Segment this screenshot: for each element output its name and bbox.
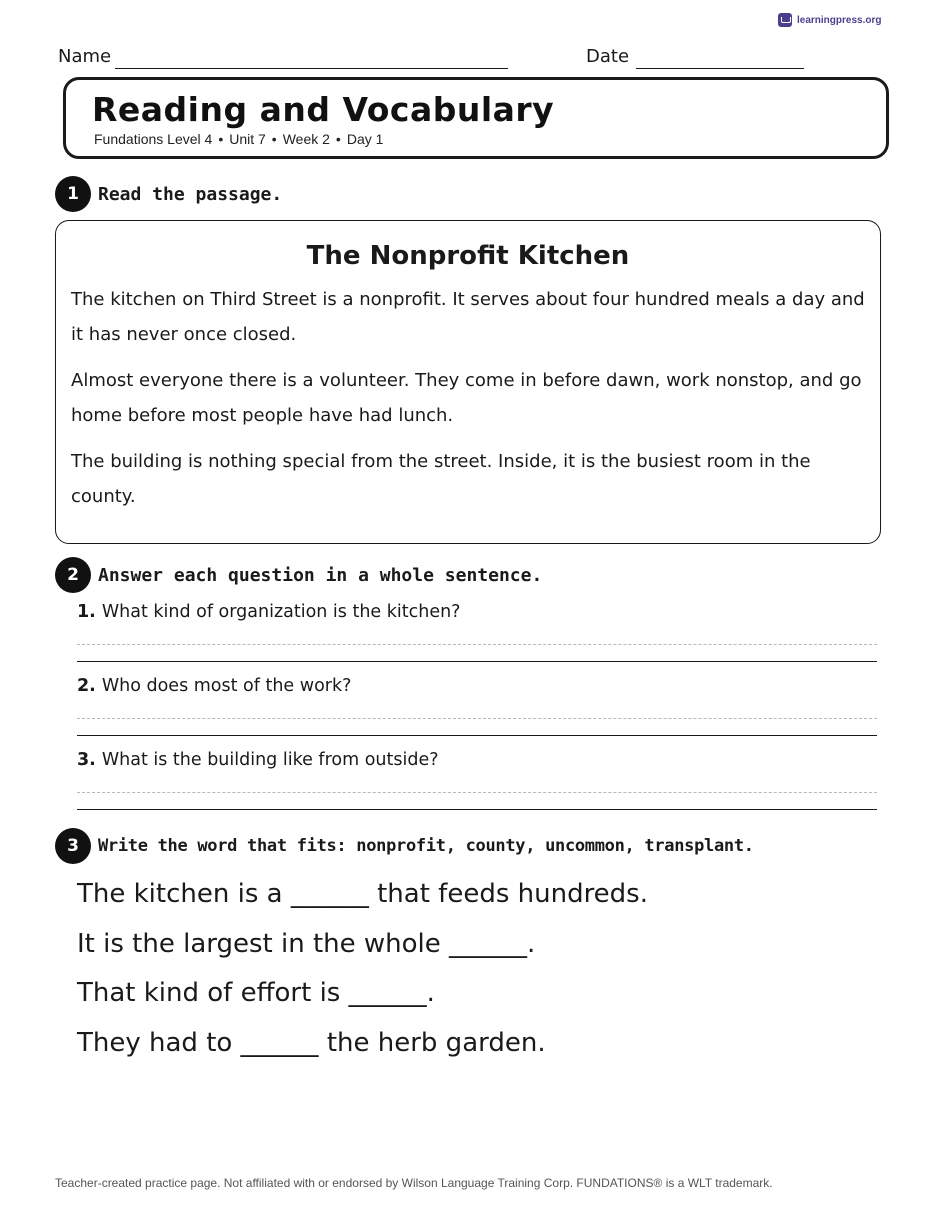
question-1 — [77, 602, 877, 622]
question-2-text: Who does most of the work? — [101, 676, 352, 696]
name-date-row — [58, 46, 818, 72]
subtitle-unit: Unit 7 — [229, 131, 266, 147]
subtitle-day: Day 1 — [346, 131, 384, 147]
question-3-text: What is the building like from outside? — [101, 750, 439, 770]
page-subtitle — [94, 131, 383, 147]
fill-in-sentence-4: They had to ______ the herb garden. — [77, 1028, 546, 1058]
subtitle-level: Fundations Level 4 — [94, 131, 213, 147]
answer-2-guide-line — [77, 718, 877, 719]
question-1-text: What kind of organization is the kitchen? — [101, 602, 461, 622]
answer-1-guide-line — [77, 644, 877, 645]
passage-title: The Nonprofit Kitchen — [306, 241, 630, 271]
question-3-number: 3. — [77, 750, 96, 770]
section-3-label: Write the word that fits: nonprofit, county, uncommon, transplant. — [98, 836, 754, 856]
question-1-number: 1. — [77, 602, 96, 622]
question-2-number: 2. — [77, 676, 96, 696]
fill-in-sentence-1: The kitchen is a ______ that feeds hundreds. — [77, 879, 648, 909]
section-1-number: 1 — [55, 176, 91, 212]
answer-2-line[interactable] — [77, 735, 877, 736]
question-3 — [77, 750, 877, 770]
section-1-label: Read the passage. — [98, 183, 283, 205]
subtitle-separator: • — [271, 131, 277, 147]
question-2 — [77, 676, 877, 696]
name-label: Name — [58, 46, 112, 67]
fill-in-sentence-2: It is the largest in the whole ______. — [77, 929, 536, 959]
title-box — [63, 77, 889, 159]
section-3-header — [55, 828, 754, 864]
section-1-header — [55, 176, 282, 212]
fill-in-sentence-3: That kind of effort is ______. — [77, 978, 435, 1008]
passage-paragraph-2: Almost everyone there is a volunteer. They come in before dawn, work nonstop, and go home before most people have had lunch. — [71, 370, 862, 426]
passage-box — [55, 220, 881, 544]
section-3-number: 3 — [55, 828, 91, 864]
date-field[interactable] — [636, 68, 804, 69]
subtitle-separator: • — [335, 131, 341, 147]
section-2-label: Answer each question in a whole sentence. — [98, 564, 543, 586]
section-2-header — [55, 557, 542, 593]
footer-disclaimer: Teacher-created practice page. Not affiliated with or endorsed by Wilson Language Training Corp. FUNDATIONS® is a WLT trademark. — [55, 1176, 773, 1190]
page-title: Reading and Vocabulary — [92, 90, 555, 129]
date-label: Date — [586, 46, 630, 67]
name-field[interactable] — [115, 68, 508, 69]
answer-1-line[interactable] — [77, 661, 877, 662]
answer-3-guide-line — [77, 792, 877, 793]
brand-text: learningpress.org — [797, 14, 882, 26]
subtitle-week: Week 2 — [282, 131, 330, 147]
section-2-number: 2 — [55, 557, 91, 593]
subtitle-separator: • — [218, 131, 224, 147]
brand-link[interactable] — [778, 13, 881, 27]
passage-paragraph-3: The building is nothing special from the street. Inside, it is the busiest room in the county. — [71, 451, 811, 507]
passage-paragraph-1: The kitchen on Third Street is a nonprofit. It serves about four hundred meals a day and it has never once closed. — [71, 289, 865, 345]
book-icon — [778, 13, 792, 27]
answer-3-line[interactable] — [77, 809, 877, 810]
